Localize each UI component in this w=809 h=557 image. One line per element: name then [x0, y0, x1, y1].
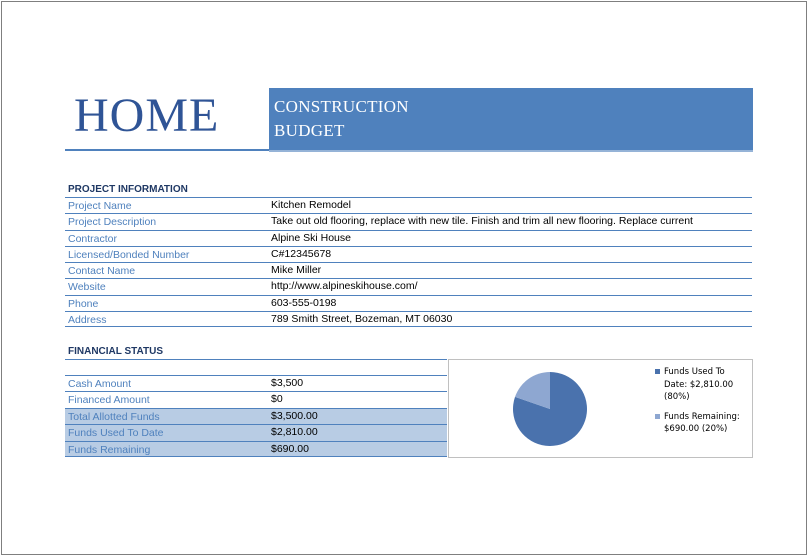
row-label: Contact Name — [68, 265, 136, 278]
table-row — [65, 213, 752, 229]
table-row — [65, 295, 752, 311]
financial-status-table — [65, 359, 447, 457]
legend-text: Funds Used To — [664, 367, 725, 377]
legend-text: Date: $2,810.00 — [664, 379, 734, 390]
phone-cell[interactable]: 603-555-0198 — [271, 296, 337, 309]
table-row — [65, 391, 447, 407]
table-row — [65, 278, 752, 294]
table-row — [65, 262, 752, 278]
legend-text: Funds Remaining: — [664, 411, 740, 422]
contractor-cell[interactable]: Alpine Ski House — [271, 231, 351, 244]
table-divider — [65, 359, 447, 375]
subtitle-banner — [269, 88, 753, 152]
financial-status-heading: FINANCIAL STATUS — [68, 346, 163, 357]
table-row — [65, 375, 447, 391]
row-label: Phone — [68, 297, 99, 310]
chart-legend — [655, 366, 755, 443]
legend-swatch-used — [655, 369, 660, 374]
row-label: Total Allotted Funds — [68, 410, 160, 423]
license-number-cell[interactable]: C#12345678 — [271, 247, 332, 260]
subtitle-line-2: BUDGET — [274, 121, 345, 140]
funds-remaining-cell[interactable]: $690.00 — [271, 442, 309, 455]
row-label: Financed Amount — [68, 394, 150, 407]
row-label: Address — [68, 314, 107, 327]
row-label: Funds Used To Date — [68, 427, 164, 440]
table-row — [65, 197, 752, 213]
legend-text: (80%) — [664, 392, 690, 402]
row-label: Contractor — [68, 232, 118, 245]
title-underline — [65, 149, 269, 151]
cash-amount-cell[interactable]: $3,500 — [271, 377, 304, 389]
row-label: Licensed/Bonded Number — [68, 248, 190, 261]
row-label: Website — [68, 281, 106, 294]
project-info-heading: PROJECT INFORMATION — [68, 184, 188, 195]
website-cell[interactable]: http://www.alpineskihouse.com/ — [271, 280, 418, 293]
address-cell[interactable]: 789 Smith Street, Bozeman, MT 06030 — [271, 313, 453, 326]
project-info-table — [65, 197, 752, 327]
table-row — [65, 311, 752, 327]
table-row — [65, 441, 447, 457]
funds-used-cell[interactable]: $2,810.00 — [271, 426, 318, 439]
project-name-cell[interactable]: Kitchen Remodel — [271, 199, 351, 211]
project-description-cell[interactable]: Take out old flooring, replace with new tile. Finish and trim all new flooring. Replace current — [271, 215, 693, 228]
row-label: Project Description — [68, 216, 157, 229]
total-allotted-cell[interactable]: $3,500.00 — [271, 409, 318, 422]
row-label: Funds Remaining — [68, 443, 151, 456]
legend-item-used — [655, 366, 755, 404]
table-row — [65, 424, 447, 440]
page-title: HOME — [74, 89, 220, 142]
subtitle-line-1: CONSTRUCTION — [274, 97, 409, 116]
row-label: Project Name — [68, 200, 132, 212]
financed-amount-cell[interactable]: $0 — [271, 393, 283, 406]
legend-swatch-remaining — [655, 414, 660, 419]
legend-item-remaining — [655, 411, 755, 436]
contact-name-cell[interactable]: Mike Miller — [271, 264, 322, 277]
table-row — [65, 246, 752, 262]
table-row — [65, 230, 752, 246]
legend-text: $690.00 (20%) — [664, 424, 728, 434]
row-label: Cash Amount — [68, 378, 132, 390]
table-row — [65, 408, 447, 424]
